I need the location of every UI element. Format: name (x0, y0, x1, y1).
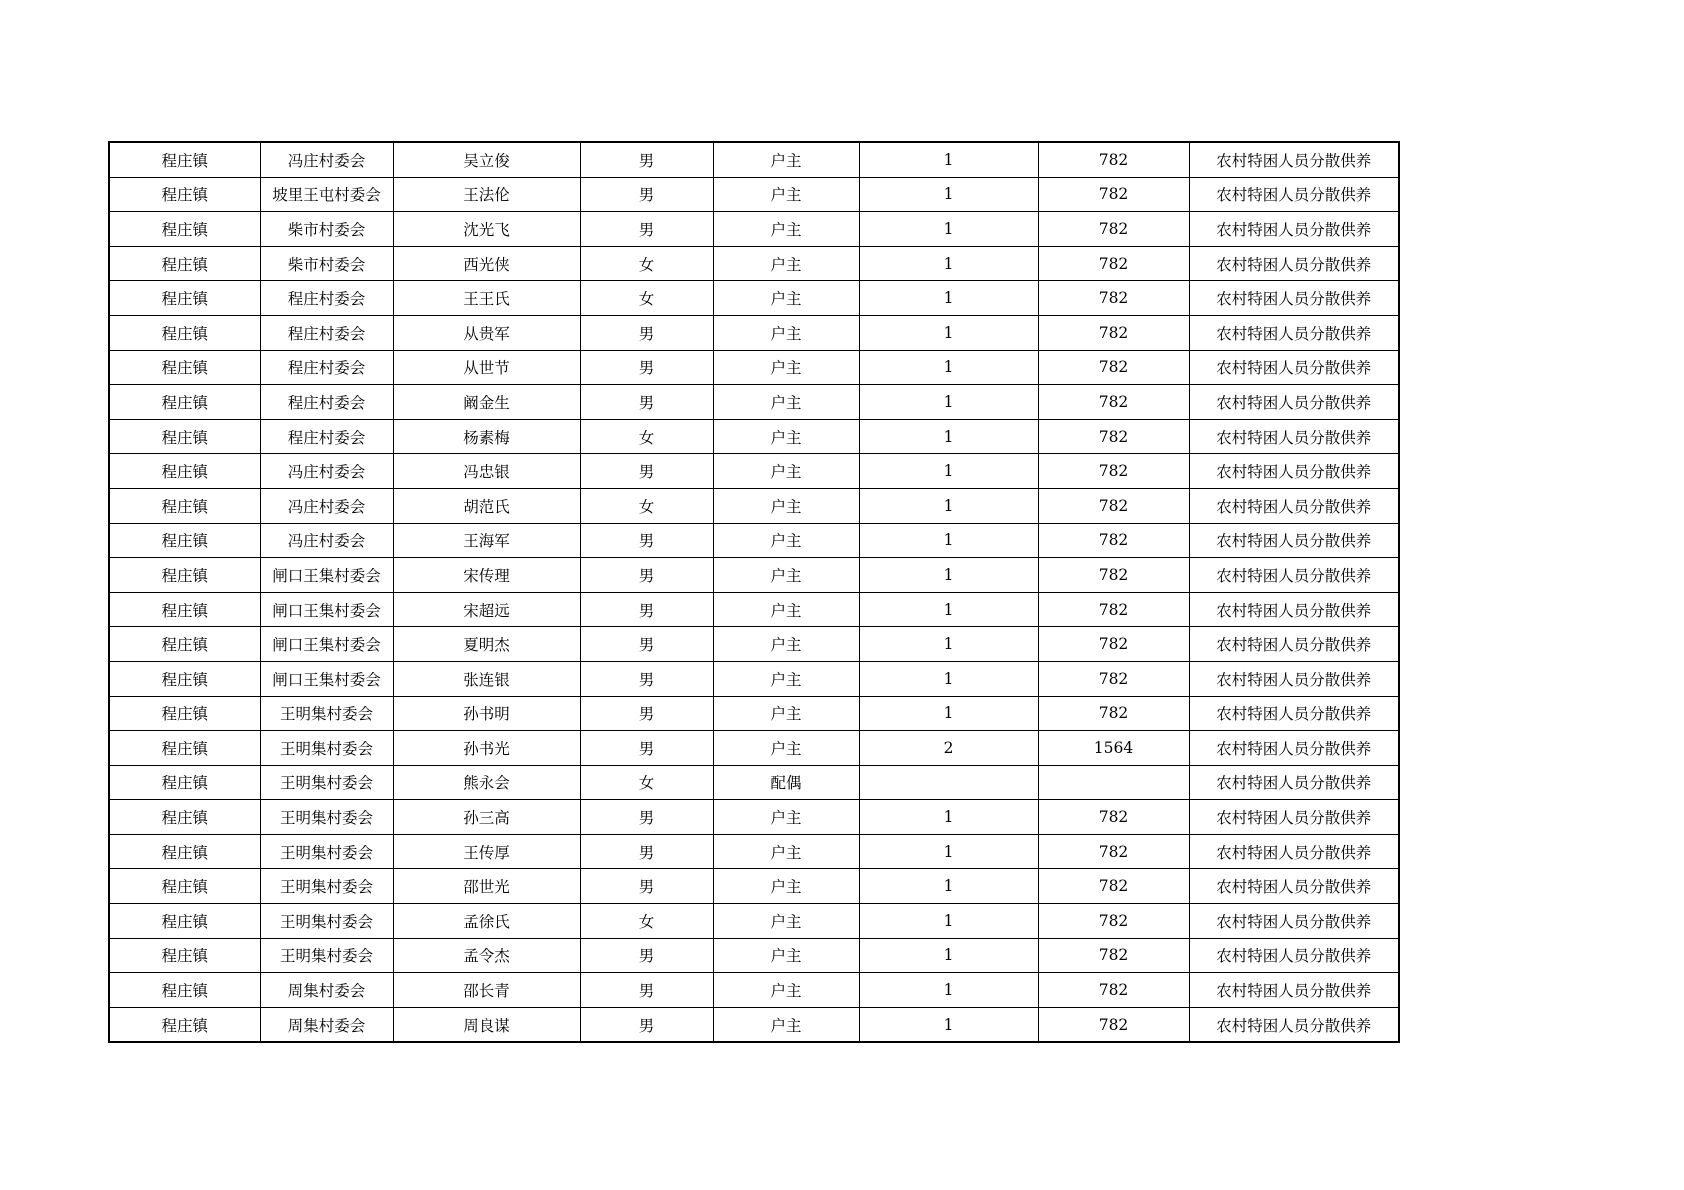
gender-cell: 男 (580, 731, 713, 766)
town-cell: 程庄镇 (109, 973, 260, 1008)
assistance-type-cell: 农村特困人员分散供养 (1189, 454, 1399, 489)
assistance-type-cell: 农村特困人员分散供养 (1189, 177, 1399, 212)
amount-cell: 782 (1038, 281, 1189, 316)
table-row (109, 1007, 1399, 1042)
amount-cell: 782 (1038, 350, 1189, 385)
household-size-cell: 1 (859, 350, 1038, 385)
relation-cell: 户主 (713, 212, 859, 247)
person-name-cell: 吴立俊 (393, 142, 580, 177)
town-cell: 程庄镇 (109, 212, 260, 247)
town-cell: 程庄镇 (109, 938, 260, 973)
table-row (109, 246, 1399, 281)
table-row (109, 281, 1399, 316)
village-committee-cell: 王明集村委会 (260, 938, 393, 973)
town-cell: 程庄镇 (109, 281, 260, 316)
gender-cell: 女 (580, 765, 713, 800)
person-name-cell: 宋超远 (393, 592, 580, 627)
assistance-type-cell: 农村特困人员分散供养 (1189, 661, 1399, 696)
town-cell: 程庄镇 (109, 523, 260, 558)
assistance-type-cell: 农村特困人员分散供养 (1189, 419, 1399, 454)
relation-cell: 户主 (713, 558, 859, 593)
table-row (109, 142, 1399, 177)
person-name-cell: 周良谋 (393, 1007, 580, 1042)
village-committee-cell: 周集村委会 (260, 973, 393, 1008)
person-name-cell: 邵世光 (393, 869, 580, 904)
gender-cell: 男 (580, 696, 713, 731)
assistance-type-cell: 农村特困人员分散供养 (1189, 973, 1399, 1008)
amount-cell: 782 (1038, 834, 1189, 869)
assistance-type-cell: 农村特困人员分散供养 (1189, 1007, 1399, 1042)
table-row (109, 627, 1399, 662)
village-committee-cell: 闸口王集村委会 (260, 558, 393, 593)
table-row (109, 800, 1399, 835)
assistance-type-cell: 农村特困人员分散供养 (1189, 731, 1399, 766)
table-row (109, 696, 1399, 731)
gender-cell: 女 (580, 904, 713, 939)
relation-cell: 户主 (713, 661, 859, 696)
table-row (109, 523, 1399, 558)
village-committee-cell: 周集村委会 (260, 1007, 393, 1042)
household-size-cell: 1 (859, 869, 1038, 904)
person-name-cell: 王海军 (393, 523, 580, 558)
town-cell: 程庄镇 (109, 834, 260, 869)
household-size-cell: 1 (859, 938, 1038, 973)
relation-cell: 户主 (713, 696, 859, 731)
village-committee-cell: 闸口王集村委会 (260, 661, 393, 696)
table-row (109, 385, 1399, 420)
amount-cell: 782 (1038, 523, 1189, 558)
amount-cell (1038, 765, 1189, 800)
relation-cell: 户主 (713, 973, 859, 1008)
relation-cell: 户主 (713, 315, 859, 350)
amount-cell: 782 (1038, 385, 1189, 420)
household-size-cell: 1 (859, 246, 1038, 281)
relation-cell: 配偶 (713, 765, 859, 800)
gender-cell: 女 (580, 419, 713, 454)
village-committee-cell: 坡里王屯村委会 (260, 177, 393, 212)
person-name-cell: 沈光飞 (393, 212, 580, 247)
person-name-cell: 孟令杰 (393, 938, 580, 973)
household-size-cell: 1 (859, 177, 1038, 212)
village-committee-cell: 冯庄村委会 (260, 454, 393, 489)
town-cell: 程庄镇 (109, 765, 260, 800)
village-committee-cell: 王明集村委会 (260, 800, 393, 835)
gender-cell: 女 (580, 281, 713, 316)
household-size-cell: 1 (859, 315, 1038, 350)
gender-cell: 男 (580, 973, 713, 1008)
assistance-type-cell: 农村特困人员分散供养 (1189, 765, 1399, 800)
household-size-cell: 1 (859, 142, 1038, 177)
amount-cell: 782 (1038, 696, 1189, 731)
household-size-cell (859, 765, 1038, 800)
town-cell: 程庄镇 (109, 246, 260, 281)
household-size-cell: 1 (859, 592, 1038, 627)
household-size-cell: 1 (859, 1007, 1038, 1042)
table-row (109, 315, 1399, 350)
relation-cell: 户主 (713, 488, 859, 523)
amount-cell: 782 (1038, 904, 1189, 939)
table-row (109, 731, 1399, 766)
gender-cell: 男 (580, 523, 713, 558)
assistance-type-cell: 农村特困人员分散供养 (1189, 558, 1399, 593)
table-row (109, 592, 1399, 627)
town-cell: 程庄镇 (109, 1007, 260, 1042)
gender-cell: 男 (580, 142, 713, 177)
town-cell: 程庄镇 (109, 142, 260, 177)
amount-cell: 782 (1038, 592, 1189, 627)
gender-cell: 男 (580, 350, 713, 385)
person-name-cell: 熊永会 (393, 765, 580, 800)
person-name-cell: 孙书光 (393, 731, 580, 766)
town-cell: 程庄镇 (109, 385, 260, 420)
person-name-cell: 胡范氏 (393, 488, 580, 523)
gender-cell: 男 (580, 661, 713, 696)
village-committee-cell: 闸口王集村委会 (260, 627, 393, 662)
village-committee-cell: 王明集村委会 (260, 765, 393, 800)
gender-cell: 男 (580, 627, 713, 662)
household-size-cell: 1 (859, 385, 1038, 420)
assistance-type-cell: 农村特困人员分散供养 (1189, 350, 1399, 385)
assistance-type-cell: 农村特困人员分散供养 (1189, 696, 1399, 731)
relation-cell: 户主 (713, 177, 859, 212)
gender-cell: 男 (580, 1007, 713, 1042)
person-name-cell: 王传厚 (393, 834, 580, 869)
relation-cell: 户主 (713, 523, 859, 558)
person-name-cell: 孙三高 (393, 800, 580, 835)
assistance-type-cell: 农村特困人员分散供养 (1189, 592, 1399, 627)
relation-cell: 户主 (713, 454, 859, 489)
relation-cell: 户主 (713, 627, 859, 662)
household-size-cell: 1 (859, 488, 1038, 523)
assistance-type-cell: 农村特困人员分散供养 (1189, 281, 1399, 316)
village-committee-cell: 柴市村委会 (260, 212, 393, 247)
gender-cell: 男 (580, 800, 713, 835)
person-name-cell: 王王氏 (393, 281, 580, 316)
assistance-type-cell: 农村特困人员分散供养 (1189, 212, 1399, 247)
relation-cell: 户主 (713, 834, 859, 869)
assistance-type-cell: 农村特困人员分散供养 (1189, 523, 1399, 558)
assistance-roster-table (108, 141, 1400, 1043)
table-row (109, 904, 1399, 939)
amount-cell: 782 (1038, 627, 1189, 662)
village-committee-cell: 程庄村委会 (260, 385, 393, 420)
amount-cell: 782 (1038, 488, 1189, 523)
person-name-cell: 宋传理 (393, 558, 580, 593)
gender-cell: 男 (580, 938, 713, 973)
person-name-cell: 从贵军 (393, 315, 580, 350)
town-cell: 程庄镇 (109, 350, 260, 385)
town-cell: 程庄镇 (109, 661, 260, 696)
town-cell: 程庄镇 (109, 558, 260, 593)
village-committee-cell: 冯庄村委会 (260, 142, 393, 177)
village-committee-cell: 冯庄村委会 (260, 488, 393, 523)
person-name-cell: 孙书明 (393, 696, 580, 731)
table-row (109, 869, 1399, 904)
household-size-cell: 1 (859, 212, 1038, 247)
household-size-cell: 1 (859, 627, 1038, 662)
town-cell: 程庄镇 (109, 731, 260, 766)
person-name-cell: 王法伦 (393, 177, 580, 212)
person-name-cell: 孟徐氏 (393, 904, 580, 939)
relation-cell: 户主 (713, 904, 859, 939)
town-cell: 程庄镇 (109, 800, 260, 835)
town-cell: 程庄镇 (109, 488, 260, 523)
household-size-cell: 1 (859, 834, 1038, 869)
relation-cell: 户主 (713, 246, 859, 281)
relation-cell: 户主 (713, 592, 859, 627)
assistance-type-cell: 农村特困人员分散供养 (1189, 315, 1399, 350)
household-size-cell: 1 (859, 558, 1038, 593)
relation-cell: 户主 (713, 800, 859, 835)
village-committee-cell: 王明集村委会 (260, 904, 393, 939)
assistance-type-cell: 农村特困人员分散供养 (1189, 904, 1399, 939)
person-name-cell: 阚金生 (393, 385, 580, 420)
household-size-cell: 1 (859, 973, 1038, 1008)
amount-cell: 782 (1038, 661, 1189, 696)
table-row (109, 177, 1399, 212)
household-size-cell: 1 (859, 523, 1038, 558)
relation-cell: 户主 (713, 938, 859, 973)
table-row (109, 454, 1399, 489)
roster-body (109, 142, 1399, 1042)
village-committee-cell: 程庄村委会 (260, 281, 393, 316)
gender-cell: 男 (580, 454, 713, 489)
town-cell: 程庄镇 (109, 454, 260, 489)
gender-cell: 男 (580, 869, 713, 904)
household-size-cell: 1 (859, 696, 1038, 731)
table-row (109, 350, 1399, 385)
amount-cell: 782 (1038, 177, 1189, 212)
assistance-type-cell: 农村特困人员分散供养 (1189, 800, 1399, 835)
table-row (109, 765, 1399, 800)
town-cell: 程庄镇 (109, 592, 260, 627)
amount-cell: 782 (1038, 800, 1189, 835)
town-cell: 程庄镇 (109, 904, 260, 939)
town-cell: 程庄镇 (109, 696, 260, 731)
relation-cell: 户主 (713, 1007, 859, 1042)
village-committee-cell: 王明集村委会 (260, 869, 393, 904)
table-row (109, 558, 1399, 593)
household-size-cell: 2 (859, 731, 1038, 766)
assistance-type-cell: 农村特困人员分散供养 (1189, 938, 1399, 973)
person-name-cell: 张连银 (393, 661, 580, 696)
relation-cell: 户主 (713, 385, 859, 420)
gender-cell: 男 (580, 834, 713, 869)
relation-cell: 户主 (713, 350, 859, 385)
assistance-type-cell: 农村特困人员分散供养 (1189, 385, 1399, 420)
table-row (109, 419, 1399, 454)
amount-cell: 782 (1038, 419, 1189, 454)
village-committee-cell: 柴市村委会 (260, 246, 393, 281)
person-name-cell: 邵长青 (393, 973, 580, 1008)
table-row (109, 488, 1399, 523)
table-row (109, 661, 1399, 696)
household-size-cell: 1 (859, 800, 1038, 835)
relation-cell: 户主 (713, 281, 859, 316)
village-committee-cell: 程庄村委会 (260, 419, 393, 454)
assistance-type-cell: 农村特困人员分散供养 (1189, 246, 1399, 281)
relation-cell: 户主 (713, 419, 859, 454)
town-cell: 程庄镇 (109, 419, 260, 454)
amount-cell: 782 (1038, 142, 1189, 177)
amount-cell: 782 (1038, 973, 1189, 1008)
amount-cell: 782 (1038, 246, 1189, 281)
amount-cell: 782 (1038, 454, 1189, 489)
village-committee-cell: 王明集村委会 (260, 834, 393, 869)
gender-cell: 女 (580, 246, 713, 281)
table-row (109, 938, 1399, 973)
gender-cell: 男 (580, 177, 713, 212)
amount-cell: 782 (1038, 315, 1189, 350)
person-name-cell: 从世节 (393, 350, 580, 385)
amount-cell: 1564 (1038, 731, 1189, 766)
household-size-cell: 1 (859, 454, 1038, 489)
household-size-cell: 1 (859, 904, 1038, 939)
assistance-type-cell: 农村特困人员分散供养 (1189, 869, 1399, 904)
gender-cell: 男 (580, 212, 713, 247)
town-cell: 程庄镇 (109, 869, 260, 904)
gender-cell: 男 (580, 592, 713, 627)
town-cell: 程庄镇 (109, 177, 260, 212)
assistance-type-cell: 农村特困人员分散供养 (1189, 627, 1399, 662)
assistance-type-cell: 农村特困人员分散供养 (1189, 488, 1399, 523)
household-size-cell: 1 (859, 661, 1038, 696)
village-committee-cell: 王明集村委会 (260, 731, 393, 766)
person-name-cell: 西光侠 (393, 246, 580, 281)
person-name-cell: 冯忠银 (393, 454, 580, 489)
town-cell: 程庄镇 (109, 627, 260, 662)
assistance-type-cell: 农村特困人员分散供养 (1189, 142, 1399, 177)
amount-cell: 782 (1038, 212, 1189, 247)
amount-cell: 782 (1038, 938, 1189, 973)
assistance-type-cell: 农村特困人员分散供养 (1189, 834, 1399, 869)
household-size-cell: 1 (859, 281, 1038, 316)
amount-cell: 782 (1038, 869, 1189, 904)
relation-cell: 户主 (713, 731, 859, 766)
household-size-cell: 1 (859, 419, 1038, 454)
table-row (109, 834, 1399, 869)
village-committee-cell: 闸口王集村委会 (260, 592, 393, 627)
village-committee-cell: 程庄村委会 (260, 350, 393, 385)
gender-cell: 男 (580, 385, 713, 420)
table-row (109, 973, 1399, 1008)
village-committee-cell: 程庄村委会 (260, 315, 393, 350)
person-name-cell: 杨素梅 (393, 419, 580, 454)
village-committee-cell: 冯庄村委会 (260, 523, 393, 558)
amount-cell: 782 (1038, 558, 1189, 593)
gender-cell: 女 (580, 488, 713, 523)
person-name-cell: 夏明杰 (393, 627, 580, 662)
village-committee-cell: 王明集村委会 (260, 696, 393, 731)
table-row (109, 212, 1399, 247)
town-cell: 程庄镇 (109, 315, 260, 350)
gender-cell: 男 (580, 558, 713, 593)
relation-cell: 户主 (713, 142, 859, 177)
gender-cell: 男 (580, 315, 713, 350)
relation-cell: 户主 (713, 869, 859, 904)
amount-cell: 782 (1038, 1007, 1189, 1042)
